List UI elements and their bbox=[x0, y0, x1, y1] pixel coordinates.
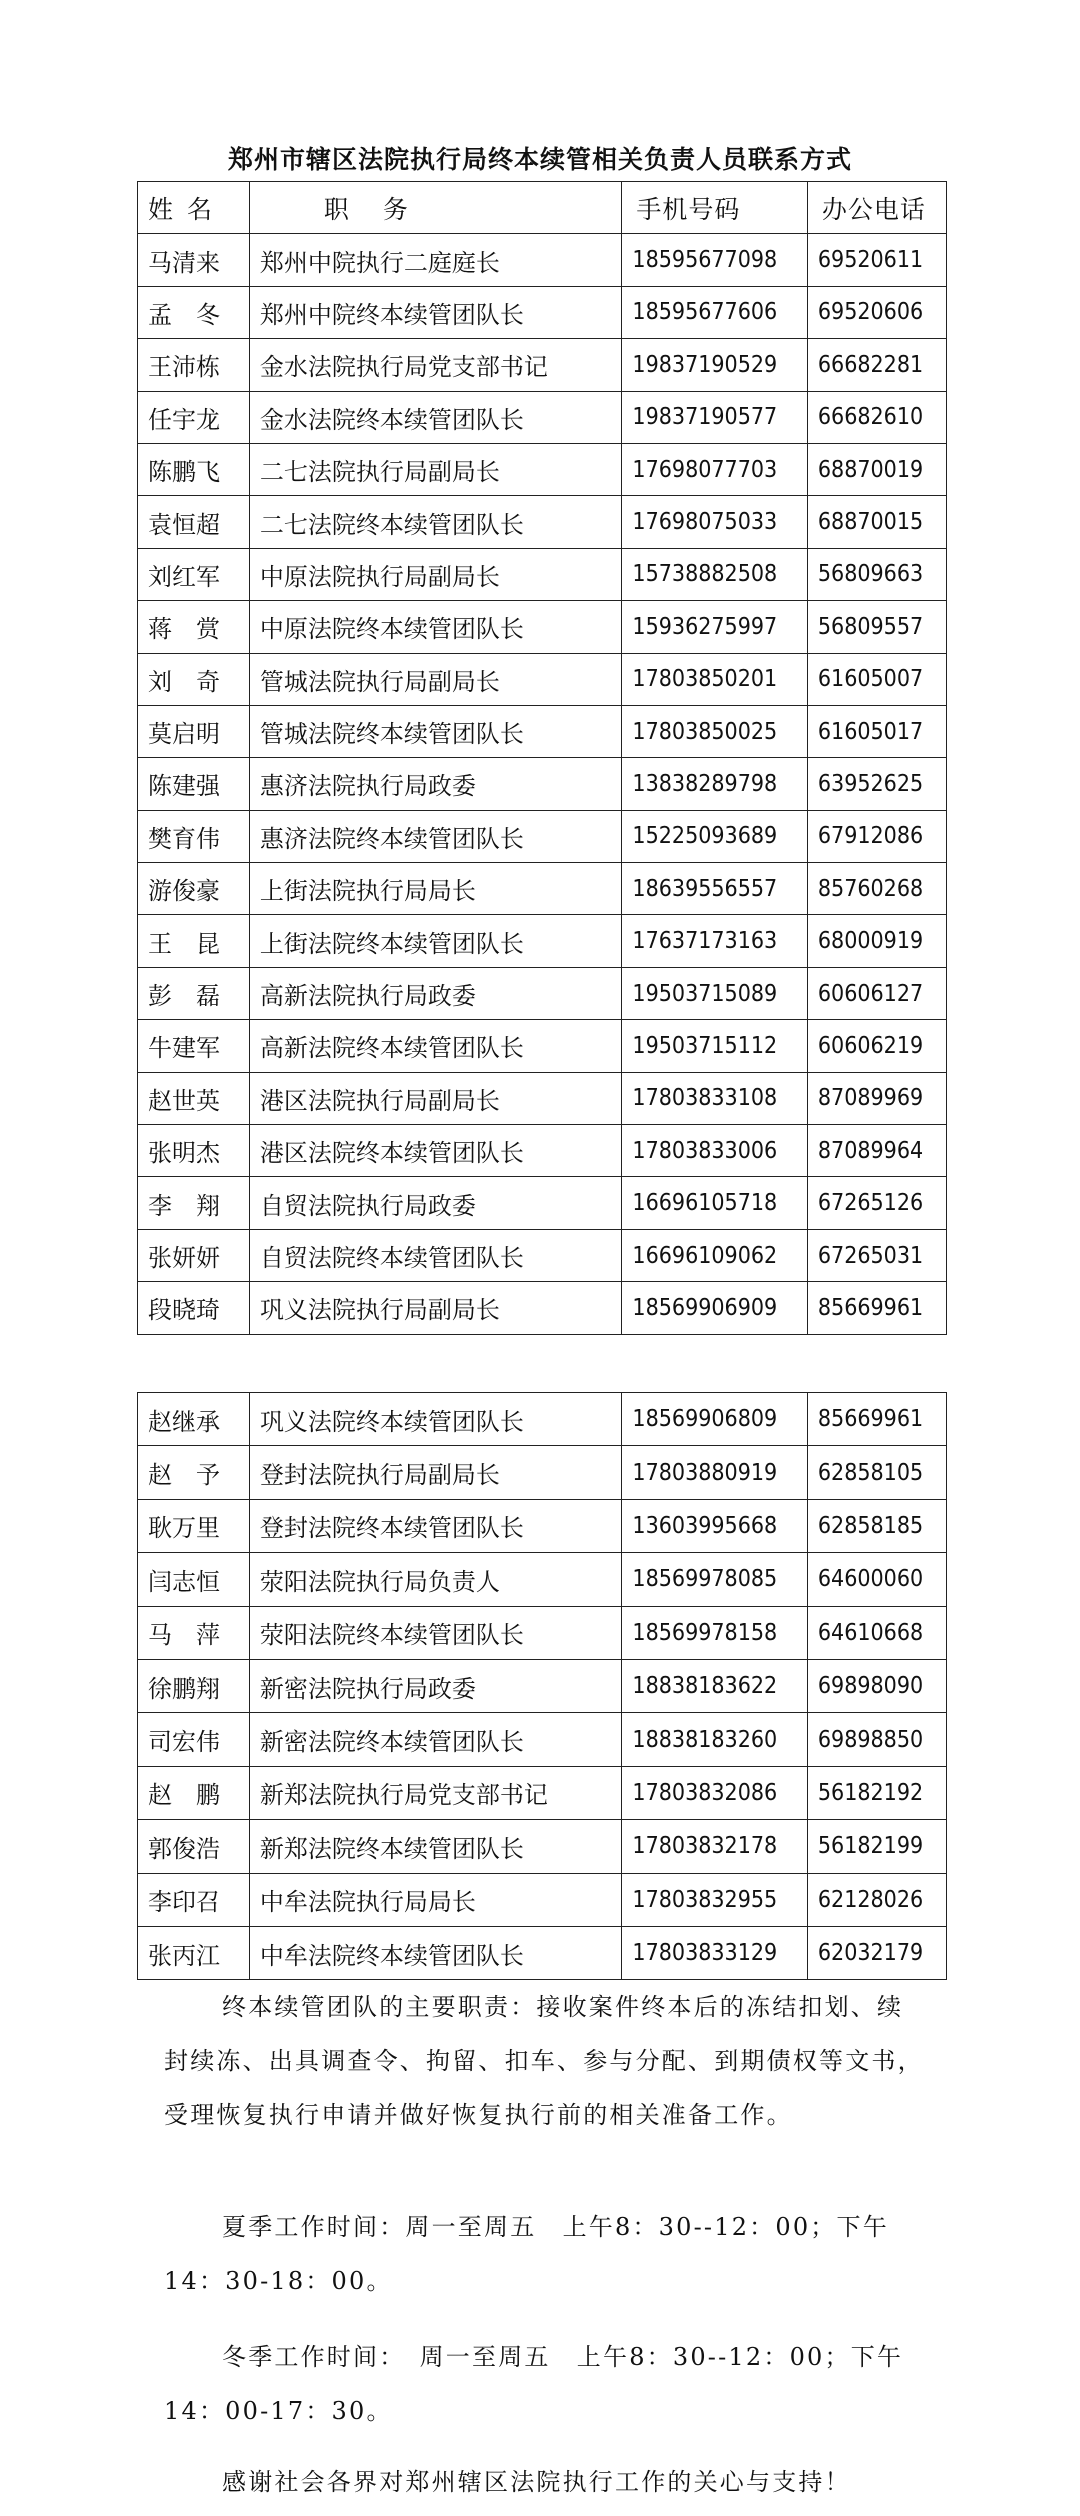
table-row bbox=[138, 443, 947, 495]
cell-mobile: 18569978158 bbox=[622, 1606, 807, 1659]
cell-mobile: 13603995668 bbox=[622, 1499, 807, 1552]
table-row bbox=[138, 1820, 947, 1873]
table-row bbox=[138, 391, 947, 443]
cell-position: 郑州中院终本续管团队长 bbox=[249, 286, 622, 338]
cell-position: 中牟法院执行局局长 bbox=[249, 1873, 622, 1926]
cell-office: 87089969 bbox=[807, 1072, 946, 1124]
duty-paragraph bbox=[164, 1980, 924, 2142]
table-row bbox=[138, 810, 947, 862]
cell-name: 耿万里 bbox=[138, 1499, 250, 1552]
table-row bbox=[138, 1229, 947, 1281]
cell-mobile: 19837190529 bbox=[622, 339, 807, 391]
cell-office: 69520606 bbox=[807, 286, 946, 338]
table-row bbox=[138, 1499, 947, 1552]
cell-mobile: 17803833006 bbox=[622, 1125, 807, 1177]
cell-office: 85669961 bbox=[807, 1393, 946, 1446]
cell-name: 赵 鹏 bbox=[138, 1766, 250, 1819]
cell-office: 69898090 bbox=[807, 1659, 946, 1712]
table-row bbox=[138, 705, 947, 757]
cell-name: 司宏伟 bbox=[138, 1713, 250, 1766]
cell-position: 管城法院终本续管团队长 bbox=[249, 705, 622, 757]
cell-name: 马 萍 bbox=[138, 1606, 250, 1659]
cell-mobile: 19837190577 bbox=[622, 391, 807, 443]
cell-name: 王 昆 bbox=[138, 915, 250, 967]
cell-position: 金水法院终本续管团队长 bbox=[249, 391, 622, 443]
cell-office: 85760268 bbox=[807, 863, 946, 915]
cell-mobile: 19503715089 bbox=[622, 967, 807, 1019]
table-row bbox=[138, 601, 947, 653]
table-row bbox=[138, 339, 947, 391]
table-row bbox=[138, 234, 947, 286]
cell-position: 新密法院终本续管团队长 bbox=[249, 1713, 622, 1766]
cell-mobile: 18838183260 bbox=[622, 1713, 807, 1766]
document-title: 郑州市辖区法院执行局终本续管相关负责人员联系方式 bbox=[227, 145, 852, 174]
summer-hours-paragraph bbox=[164, 2200, 924, 2308]
cell-office: 56809663 bbox=[807, 548, 946, 600]
cell-office: 67265126 bbox=[807, 1177, 946, 1229]
cell-office: 69898850 bbox=[807, 1713, 946, 1766]
table-row bbox=[138, 915, 947, 967]
cell-name: 任宇龙 bbox=[138, 391, 250, 443]
table-row bbox=[138, 967, 947, 1019]
cell-position: 荥阳法院执行局负责人 bbox=[249, 1553, 622, 1606]
cell-name: 刘 奇 bbox=[138, 653, 250, 705]
cell-mobile: 17803832086 bbox=[622, 1766, 807, 1819]
cell-name: 闫志恒 bbox=[138, 1553, 250, 1606]
cell-name: 王沛栋 bbox=[138, 339, 250, 391]
cell-office: 68000919 bbox=[807, 915, 946, 967]
cell-office: 62032179 bbox=[807, 1926, 946, 1979]
cell-office: 61605017 bbox=[807, 705, 946, 757]
cell-mobile: 17803832955 bbox=[622, 1873, 807, 1926]
cell-office: 66682281 bbox=[807, 339, 946, 391]
table-row bbox=[138, 1020, 947, 1072]
cell-name: 牛建军 bbox=[138, 1020, 250, 1072]
cell-mobile: 16696109062 bbox=[622, 1229, 807, 1281]
cell-office: 62858105 bbox=[807, 1446, 946, 1499]
cell-office: 67912086 bbox=[807, 810, 946, 862]
cell-office: 56182199 bbox=[807, 1820, 946, 1873]
cell-position: 中原法院终本续管团队长 bbox=[249, 601, 622, 653]
cell-mobile: 17698075033 bbox=[622, 496, 807, 548]
cell-position: 巩义法院执行局副局长 bbox=[249, 1282, 622, 1334]
cell-position: 巩义法院终本续管团队长 bbox=[249, 1393, 622, 1446]
cell-name: 陈鹏飞 bbox=[138, 443, 250, 495]
cell-name: 李 翔 bbox=[138, 1177, 250, 1229]
cell-office: 87089964 bbox=[807, 1125, 946, 1177]
table-row bbox=[138, 1072, 947, 1124]
table-row bbox=[138, 1282, 947, 1334]
cell-name: 袁恒超 bbox=[138, 496, 250, 548]
cell-mobile: 15225093689 bbox=[622, 810, 807, 862]
table-header-row bbox=[138, 182, 947, 234]
cell-mobile: 17698077703 bbox=[622, 443, 807, 495]
cell-mobile: 18838183622 bbox=[622, 1659, 807, 1712]
cell-position: 金水法院执行局党支部书记 bbox=[249, 339, 622, 391]
cell-position: 二七法院终本续管团队长 bbox=[249, 496, 622, 548]
cell-office: 64610668 bbox=[807, 1606, 946, 1659]
cell-office: 61605007 bbox=[807, 653, 946, 705]
cell-mobile: 19503715112 bbox=[622, 1020, 807, 1072]
cell-name: 陈建强 bbox=[138, 758, 250, 810]
cell-office: 56809557 bbox=[807, 601, 946, 653]
cell-position: 惠济法院终本续管团队长 bbox=[249, 810, 622, 862]
cell-position: 惠济法院执行局政委 bbox=[249, 758, 622, 810]
winter-hours-text: 冬季工作时间： 周一至周五 上午8：30--12：00；下午14：00-17：30。 bbox=[164, 2343, 904, 2425]
cell-position: 高新法院执行局政委 bbox=[249, 967, 622, 1019]
cell-name: 徐鹏翔 bbox=[138, 1659, 250, 1712]
cell-mobile: 17637173163 bbox=[622, 915, 807, 967]
cell-position: 二七法院执行局副局长 bbox=[249, 443, 622, 495]
cell-office: 85669961 bbox=[807, 1282, 946, 1334]
table-row bbox=[138, 1606, 947, 1659]
cell-name: 李印召 bbox=[138, 1873, 250, 1926]
header-mobile: 手机号码 bbox=[622, 182, 807, 234]
contact-table bbox=[137, 181, 947, 1335]
table-row bbox=[138, 496, 947, 548]
cell-position: 新郑法院执行局党支部书记 bbox=[249, 1766, 622, 1819]
table-row bbox=[138, 1659, 947, 1712]
table-row bbox=[138, 758, 947, 810]
table-row bbox=[138, 1713, 947, 1766]
cell-office: 56182192 bbox=[807, 1766, 946, 1819]
cell-name: 赵继承 bbox=[138, 1393, 250, 1446]
cell-mobile: 13838289798 bbox=[622, 758, 807, 810]
cell-mobile: 18595677098 bbox=[622, 234, 807, 286]
cell-position: 登封法院执行局副局长 bbox=[249, 1446, 622, 1499]
thanks-paragraph bbox=[164, 2455, 924, 2509]
cell-name: 赵世英 bbox=[138, 1072, 250, 1124]
table-row bbox=[138, 548, 947, 600]
cell-office: 69520611 bbox=[807, 234, 946, 286]
thanks-text: 感谢社会各界对郑州辖区法院执行工作的关心与支持！ bbox=[222, 2468, 851, 2496]
cell-position: 中牟法院终本续管团队长 bbox=[249, 1926, 622, 1979]
cell-office: 68870015 bbox=[807, 496, 946, 548]
cell-name: 刘红军 bbox=[138, 548, 250, 600]
cell-mobile: 17803833129 bbox=[622, 1926, 807, 1979]
table-row bbox=[138, 1125, 947, 1177]
cell-office: 62128026 bbox=[807, 1873, 946, 1926]
table-row bbox=[138, 1446, 947, 1499]
cell-mobile: 18639556557 bbox=[622, 863, 807, 915]
cell-position: 上街法院终本续管团队长 bbox=[249, 915, 622, 967]
table-row bbox=[138, 1873, 947, 1926]
cell-name: 樊育伟 bbox=[138, 810, 250, 862]
cell-name: 张妍妍 bbox=[138, 1229, 250, 1281]
cell-name: 孟 冬 bbox=[138, 286, 250, 338]
cell-name: 段晓琦 bbox=[138, 1282, 250, 1334]
cell-office: 68870019 bbox=[807, 443, 946, 495]
cell-mobile: 18569906909 bbox=[622, 1282, 807, 1334]
cell-name: 彭 磊 bbox=[138, 967, 250, 1019]
contact-table-continued bbox=[137, 1392, 947, 1980]
cell-mobile: 18569978085 bbox=[622, 1553, 807, 1606]
cell-name: 张丙江 bbox=[138, 1926, 250, 1979]
cell-office: 60606219 bbox=[807, 1020, 946, 1072]
cell-office: 60606127 bbox=[807, 967, 946, 1019]
cell-position: 自贸法院终本续管团队长 bbox=[249, 1229, 622, 1281]
cell-position: 上街法院执行局局长 bbox=[249, 863, 622, 915]
cell-office: 66682610 bbox=[807, 391, 946, 443]
cell-name: 赵 予 bbox=[138, 1446, 250, 1499]
header-office: 办公电话 bbox=[807, 182, 946, 234]
table-row bbox=[138, 1393, 947, 1446]
cell-position: 管城法院执行局副局长 bbox=[249, 653, 622, 705]
cell-name: 游俊豪 bbox=[138, 863, 250, 915]
cell-position: 港区法院执行局副局长 bbox=[249, 1072, 622, 1124]
cell-position: 中原法院执行局副局长 bbox=[249, 548, 622, 600]
cell-position: 登封法院终本续管团队长 bbox=[249, 1499, 622, 1552]
cell-position: 郑州中院执行二庭庭长 bbox=[249, 234, 622, 286]
table-row bbox=[138, 1766, 947, 1819]
cell-mobile: 15738882508 bbox=[622, 548, 807, 600]
cell-mobile: 16696105718 bbox=[622, 1177, 807, 1229]
cell-name: 张明杰 bbox=[138, 1125, 250, 1177]
winter-hours-paragraph bbox=[164, 2330, 924, 2438]
table-row bbox=[138, 286, 947, 338]
summer-hours-text: 夏季工作时间：周一至周五 上午8：30--12：00；下午14：30-18：00。 bbox=[164, 2213, 889, 2295]
cell-mobile: 17803850201 bbox=[622, 653, 807, 705]
cell-position: 荥阳法院终本续管团队长 bbox=[249, 1606, 622, 1659]
cell-position: 高新法院终本续管团队长 bbox=[249, 1020, 622, 1072]
cell-position: 自贸法院执行局政委 bbox=[249, 1177, 622, 1229]
table-row bbox=[138, 863, 947, 915]
table-row bbox=[138, 1926, 947, 1979]
cell-position: 新密法院执行局政委 bbox=[249, 1659, 622, 1712]
cell-position: 新郑法院终本续管团队长 bbox=[249, 1820, 622, 1873]
header-name: 姓名 bbox=[138, 182, 250, 234]
cell-office: 62858185 bbox=[807, 1499, 946, 1552]
header-position: 职务 bbox=[249, 182, 622, 234]
cell-mobile: 18595677606 bbox=[622, 286, 807, 338]
cell-mobile: 17803832178 bbox=[622, 1820, 807, 1873]
cell-office: 63952625 bbox=[807, 758, 946, 810]
cell-mobile: 15936275997 bbox=[622, 601, 807, 653]
cell-mobile: 17803880919 bbox=[622, 1446, 807, 1499]
cell-mobile: 18569906809 bbox=[622, 1393, 807, 1446]
cell-office: 64600060 bbox=[807, 1553, 946, 1606]
cell-name: 马清来 bbox=[138, 234, 250, 286]
cell-mobile: 17803850025 bbox=[622, 705, 807, 757]
duty-text: 终本续管团队的主要职责：接收案件终本后的冻结扣划、续封续冻、出具调查令、拘留、扣车、参与分配、到期债权等文书，受理恢复执行申请并做好恢复执行前的相关准备工作。 bbox=[164, 1993, 924, 2129]
cell-office: 67265031 bbox=[807, 1229, 946, 1281]
table-row bbox=[138, 1553, 947, 1606]
cell-mobile: 17803833108 bbox=[622, 1072, 807, 1124]
cell-name: 郭俊浩 bbox=[138, 1820, 250, 1873]
table-row bbox=[138, 1177, 947, 1229]
cell-name: 莫启明 bbox=[138, 705, 250, 757]
cell-name: 蒋 赏 bbox=[138, 601, 250, 653]
table-row bbox=[138, 653, 947, 705]
cell-position: 港区法院终本续管团队长 bbox=[249, 1125, 622, 1177]
